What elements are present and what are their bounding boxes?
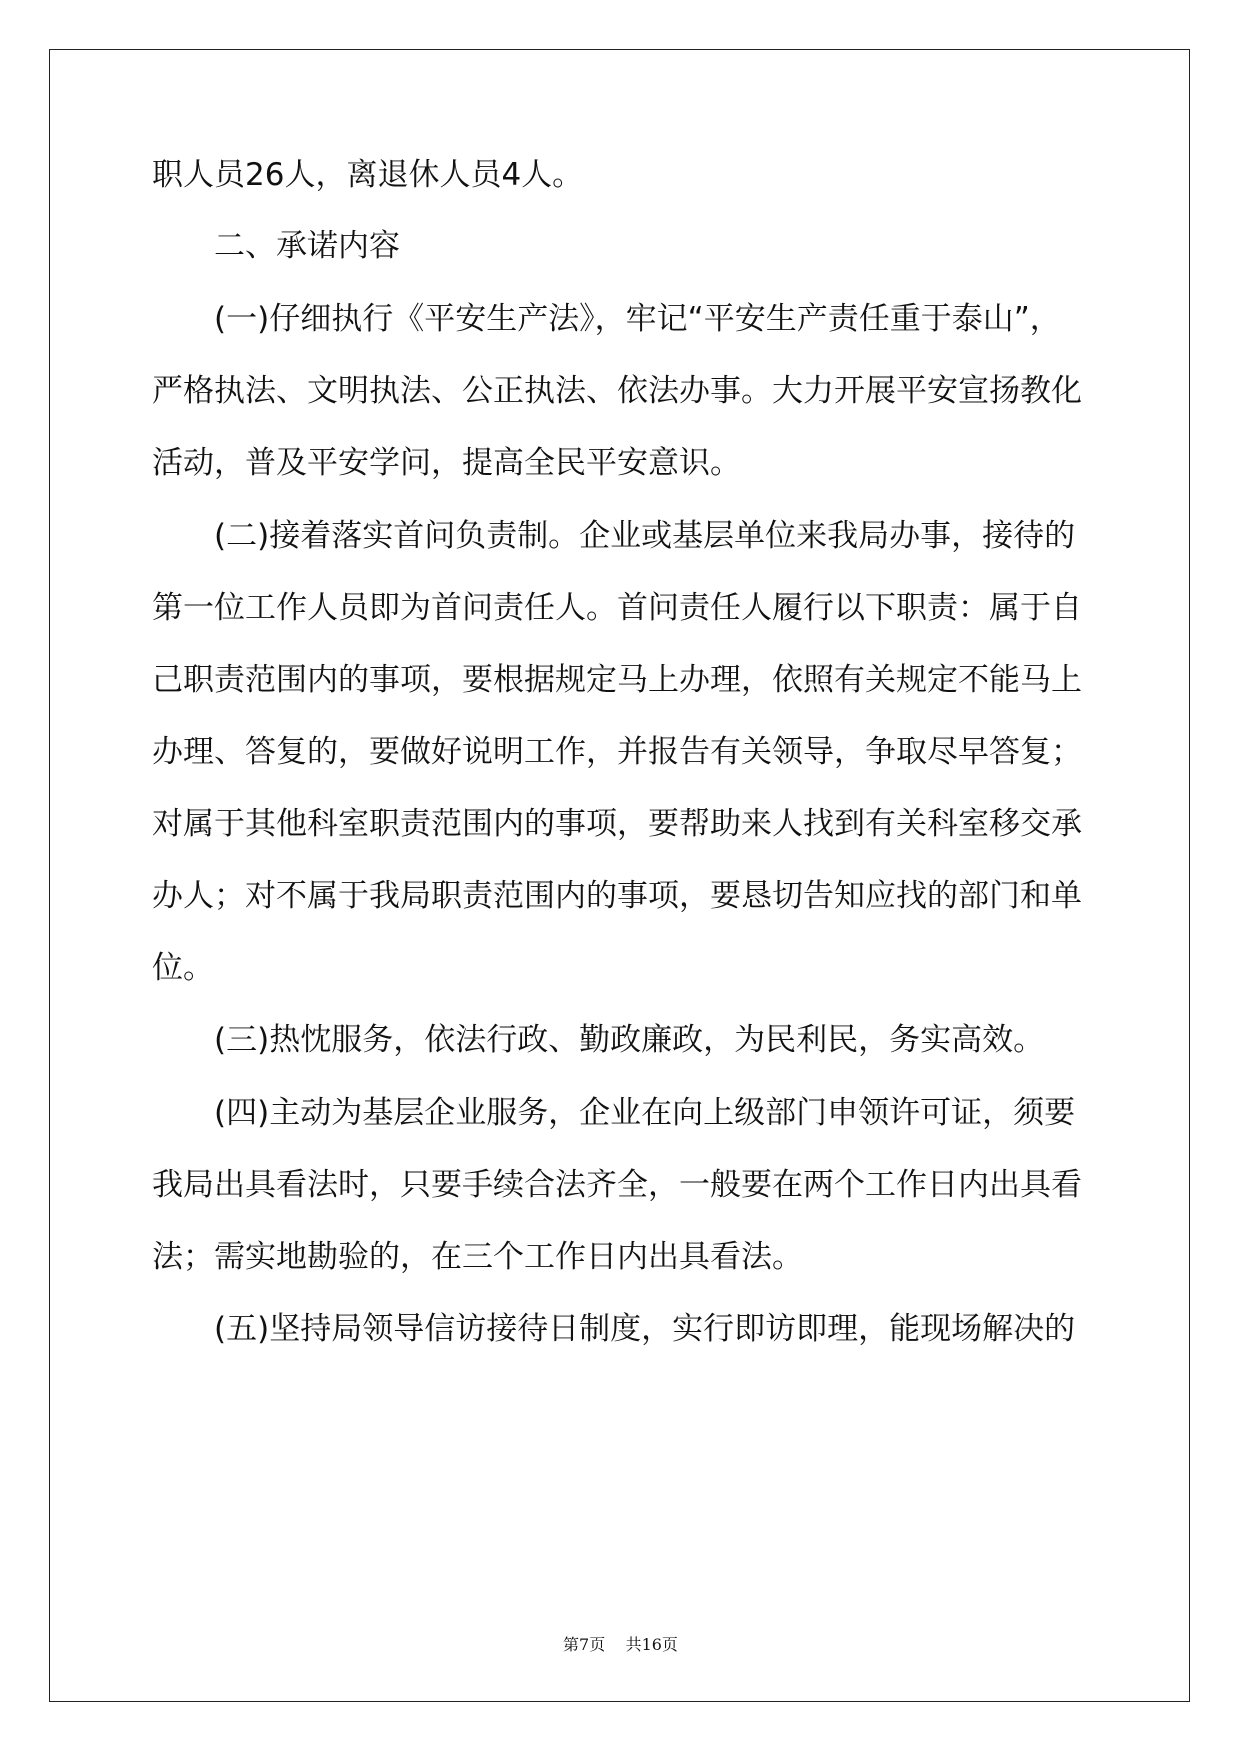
section-heading: 二、承诺内容 [214, 228, 400, 264]
text-line: 我局出具看法时，只要手续合法齐全，一般要在两个工作日内出具看 [152, 1167, 1082, 1203]
text-line: 严格执法、文明执法、公正执法、依法办事。大力开展平安宣扬教化 [152, 373, 1082, 409]
text-line: 办理、答复的，要做好说明工作，并报告有关领导，争取尽早答复； [152, 734, 1082, 770]
text-line: (一)仔细执行《平安生产法》，牢记“平安生产责任重于泰山”， [214, 301, 1061, 337]
text-line: (四)主动为基层企业服务，企业在向上级部门申领许可证，须要 [214, 1095, 1076, 1131]
text-line: (三)热忱服务，依法行政、勤政廉政，为民利民，务实高效。 [214, 1022, 1045, 1058]
text-line: 第一位工作人员即为首问责任人。首问责任人履行以下职责：属于自 [152, 590, 1082, 626]
page-number-footer: 第7页 共16页 [563, 1635, 678, 1654]
text-line: (五)坚持局领导信访接待日制度，实行即访即理，能现场解决的 [214, 1311, 1076, 1347]
text-line: 职人员26人，离退休人员4人。 [152, 157, 584, 193]
text-line: 己职责范围内的事项，要根据规定马上办理，依照有关规定不能马上 [152, 662, 1082, 698]
text-line: 活动，普及平安学问，提高全民平安意识。 [152, 445, 741, 481]
text-line: 对属于其他科室职责范围内的事项，要帮助来人找到有关科室移交承 [152, 806, 1082, 842]
text-line: 办人；对不属于我局职责范围内的事项，要恳切告知应找的部门和单 [152, 878, 1082, 914]
text-line: 法；需实地勘验的，在三个工作日内出具看法。 [152, 1239, 803, 1275]
text-line: (二)接着落实首问负责制。企业或基层单位来我局办事，接待的 [214, 518, 1076, 554]
text-line: 位。 [152, 950, 214, 986]
